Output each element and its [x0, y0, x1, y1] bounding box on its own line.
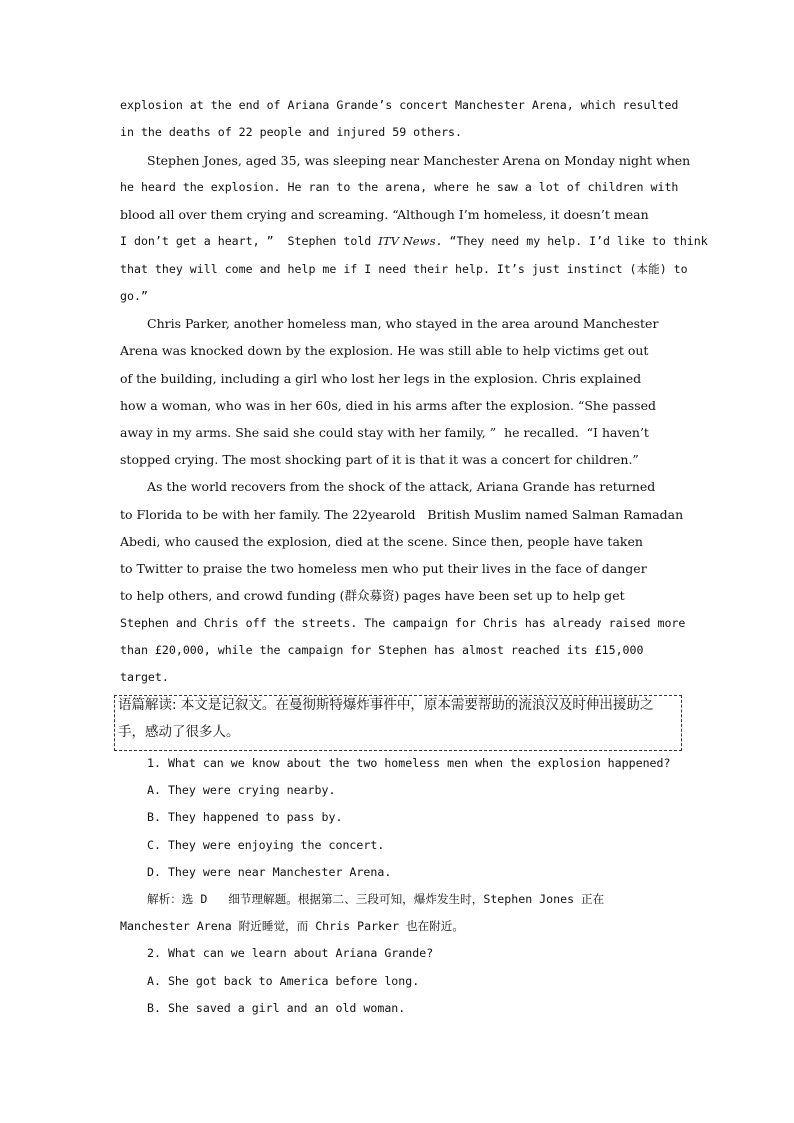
passage-text: I don’t get a heart, ” Stephen told [120, 234, 379, 248]
passage-line: away in my arms. She said she could stay with her family, ” he recalled. “I haven’t [120, 425, 649, 440]
passage-line: he heard the explosion. He ran to the arena, where he saw a lot of children with [120, 180, 679, 194]
answer-option-b: B. They happened to pass by. [147, 810, 343, 824]
passage-line: Stephen Jones, aged 35, was sleeping near Manchester Arena on Monday night when [147, 153, 691, 168]
passage-line: stopped crying. The most shocking part of it is that it was a concert for children.” [120, 452, 639, 467]
passage-line: to Florida to be with her family. The 22yearold British Muslim named Salman Ramadan [120, 507, 684, 522]
question-stem: 2. What can we learn about Ariana Grande? [147, 946, 434, 960]
summary-line: 语篇解读: 本文是记叙文。在曼彻斯特爆炸事件中，原本需要帮助的流浪汉及时伸出援助之 [118, 697, 654, 713]
publication-name: ITV News [378, 234, 436, 248]
answer-option-b: B. She saved a girl and an old woman. [147, 1001, 406, 1015]
passage-line: Arena was knocked down by the explosion. He was still able to help victims get out [120, 343, 649, 358]
passage-line: target. [120, 670, 169, 684]
passage-line: blood all over them crying and screaming. “Although I’m homeless, it doesn’t mean [120, 207, 649, 222]
summary-line: 手，感动了很多人。 [118, 724, 240, 740]
passage-line: in the deaths of 22 people and injured 59 others. [120, 125, 463, 139]
passage-line: to Twitter to praise the two homeless men who put their lives in the face of danger [120, 561, 647, 576]
passage-line: Abedi, who caused the explosion, died at the scene. Since then, people have taken [120, 534, 643, 549]
passage-line [120, 228, 708, 255]
question-stem: 1. What can we know about the two homeless men when the explosion happened? [147, 756, 671, 770]
answer-analysis: 解析：选 D 细节理解题。根据第二、三段可知，爆炸发生时，Stephen Jones 正在 [147, 892, 605, 906]
passage-line: go.” [120, 289, 148, 303]
passage-text: . “They need my help. I’d like to think [435, 234, 708, 248]
passage-line: to help others, and crowd funding (群众募资) pages have been set up to help get [120, 588, 625, 603]
passage-line: Chris Parker, another homeless man, who stayed in the area around Manchester [147, 316, 659, 331]
passage-line: As the world recovers from the shock of the attack, Ariana Grande has returned [147, 479, 656, 494]
answer-analysis: Manchester Arena 附近睡觉，而 Chris Parker 也在附近。 [120, 919, 464, 933]
passage-line: explosion at the end of Ariana Grande’s concert Manchester Arena, which resulted [120, 98, 679, 112]
passage-line: how a woman, who was in her 60s, died in his arms after the explosion. “She passed [120, 398, 657, 413]
passage-line: than £20,000, while the campaign for Stephen has almost reached its £15,000 [120, 643, 644, 657]
passage-line: of the building, including a girl who lost her legs in the explosion. Chris explained [120, 371, 642, 386]
answer-option-c: C. They were enjoying the concert. [147, 838, 385, 852]
answer-option-a: A. She got back to America before long. [147, 974, 420, 988]
passage-line: that they will come and help me if I need their help. It’s just instinct (本能) to [120, 262, 688, 276]
passage-line: Stephen and Chris off the streets. The campaign for Chris has already raised more [120, 616, 686, 630]
answer-option-d: D. They were near Manchester Arena. [147, 865, 392, 879]
answer-option-a: A. They were crying nearby. [147, 783, 336, 797]
